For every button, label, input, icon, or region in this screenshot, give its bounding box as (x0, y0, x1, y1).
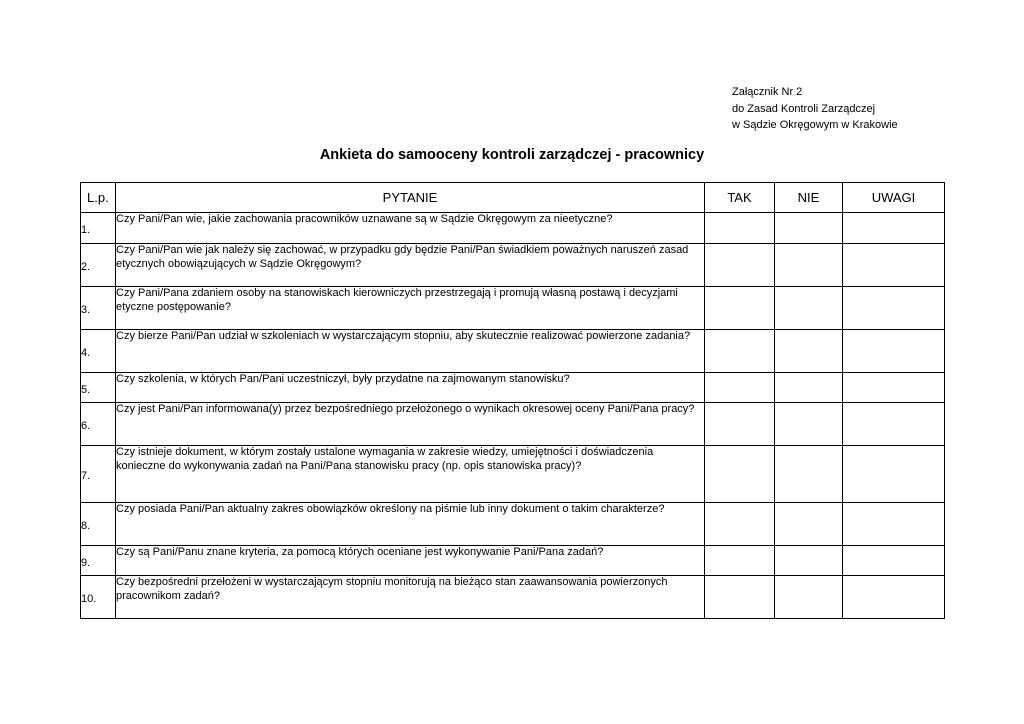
table-row (81, 576, 945, 619)
row-question: Czy szkolenia, w których Pan/Pani uczestniczył, były przydatne na zajmowanym stanowisku? (116, 373, 705, 403)
row-number: 5. (81, 373, 116, 403)
answer-no-cell[interactable] (775, 446, 843, 503)
row-question: Czy są Pani/Panu znane kryteria, za pomocą których oceniane jest wykonywanie Pani/Pana zadań? (116, 546, 705, 576)
table-row (81, 503, 945, 546)
header-no: NIE (775, 183, 843, 213)
attachment-rules: do Zasad Kontroli Zarządczej (732, 102, 876, 115)
notes-cell[interactable] (843, 446, 945, 503)
header-yes: TAK (705, 183, 775, 213)
notes-cell[interactable] (843, 244, 945, 287)
table-row (81, 213, 945, 244)
answer-no-cell[interactable] (775, 244, 843, 287)
answer-no-cell[interactable] (775, 373, 843, 403)
row-number: 1. (81, 213, 116, 244)
answer-no-cell[interactable] (775, 403, 843, 446)
answer-no-cell[interactable] (775, 213, 843, 244)
row-question: Czy bierze Pani/Pan udział w szkoleniach w wystarczającym stopniu, aby skutecznie realizować powierzone zadania? (116, 330, 705, 373)
table-header-row (81, 183, 945, 213)
answer-yes-cell[interactable] (705, 446, 775, 503)
answer-no-cell[interactable] (775, 330, 843, 373)
answer-yes-cell[interactable] (705, 244, 775, 287)
row-number: 8. (81, 503, 116, 546)
notes-cell[interactable] (843, 330, 945, 373)
table-row (81, 244, 945, 287)
answer-yes-cell[interactable] (705, 287, 775, 330)
table-row (81, 446, 945, 503)
answer-yes-cell[interactable] (705, 330, 775, 373)
document-title: Ankieta do samooceny kontroli zarządczej - pracownicy (319, 147, 705, 163)
row-number: 10. (81, 576, 116, 619)
row-number: 9. (81, 546, 116, 576)
attachment-court: w Sądzie Okręgowym w Krakowie (732, 119, 898, 131)
answer-yes-cell[interactable] (705, 373, 775, 403)
row-question: Czy posiada Pani/Pan aktualny zakres obowiązków określony na piśmie lub inny dokument o takim charakterze? (116, 503, 705, 546)
header-question: PYTANIE (116, 183, 705, 213)
notes-cell[interactable] (843, 403, 945, 446)
notes-cell[interactable] (843, 373, 945, 403)
row-question: Czy jest Pani/Pan informowana(y) przez bezpośredniego przełożonego o wynikach okresowej oceny Pani/Pana pracy? (116, 403, 705, 446)
answer-no-cell[interactable] (775, 503, 843, 546)
answer-yes-cell[interactable] (705, 503, 775, 546)
answer-yes-cell[interactable] (705, 576, 775, 619)
row-question: Czy Pani/Pan wie jak należy się zachować, w przypadku gdy będzie Pani/Pan świadkiem poważnych naruszeń zasad etycznych obowiązujących w Sądzie Okręgowym? (116, 244, 705, 287)
notes-cell[interactable] (843, 576, 945, 619)
row-question: Czy Pani/Pan wie, jakie zachowania pracowników uznawane są w Sądzie Okręgowym za nieetyczne? (116, 213, 705, 244)
row-number: 7. (81, 446, 116, 503)
table-row (81, 287, 945, 330)
row-number: 6. (81, 403, 116, 446)
notes-cell[interactable] (843, 546, 945, 576)
header-notes: UWAGI (843, 183, 945, 213)
answer-no-cell[interactable] (775, 576, 843, 619)
row-question: Czy istnieje dokument, w którym zostały ustalone wymagania w zakresie wiedzy, umiejętności i doświadczenia konieczne do wykonywania zadań na Pani/Pana stanowisku pracy (np. opis stanowiska pracy)? (116, 446, 705, 503)
header-lp: L.p. (81, 183, 116, 213)
row-number: 4. (81, 330, 116, 373)
answer-yes-cell[interactable] (705, 403, 775, 446)
answer-yes-cell[interactable] (705, 546, 775, 576)
table-row (81, 330, 945, 373)
answer-yes-cell[interactable] (705, 213, 775, 244)
table-row (81, 373, 945, 403)
table-row (81, 403, 945, 446)
row-number: 3. (81, 287, 116, 330)
attachment-note (732, 84, 1012, 134)
row-question: Czy bezpośredni przełożeni w wystarczającym stopniu monitorują na bieżąco stan zaawansowania powierzonych pracownikom zadań? (116, 576, 705, 619)
notes-cell[interactable] (843, 287, 945, 330)
notes-cell[interactable] (843, 213, 945, 244)
table-row (81, 546, 945, 576)
survey-table (80, 182, 945, 619)
answer-no-cell[interactable] (775, 287, 843, 330)
row-number: 2. (81, 244, 116, 287)
row-question: Czy Pani/Pana zdaniem osoby na stanowiskach kierowniczych przestrzegają i promują własną postawą i decyzjami etyczne postępowanie? (116, 287, 705, 330)
notes-cell[interactable] (843, 503, 945, 546)
attachment-number: Załącznik Nr 2 (732, 86, 803, 98)
answer-no-cell[interactable] (775, 546, 843, 576)
